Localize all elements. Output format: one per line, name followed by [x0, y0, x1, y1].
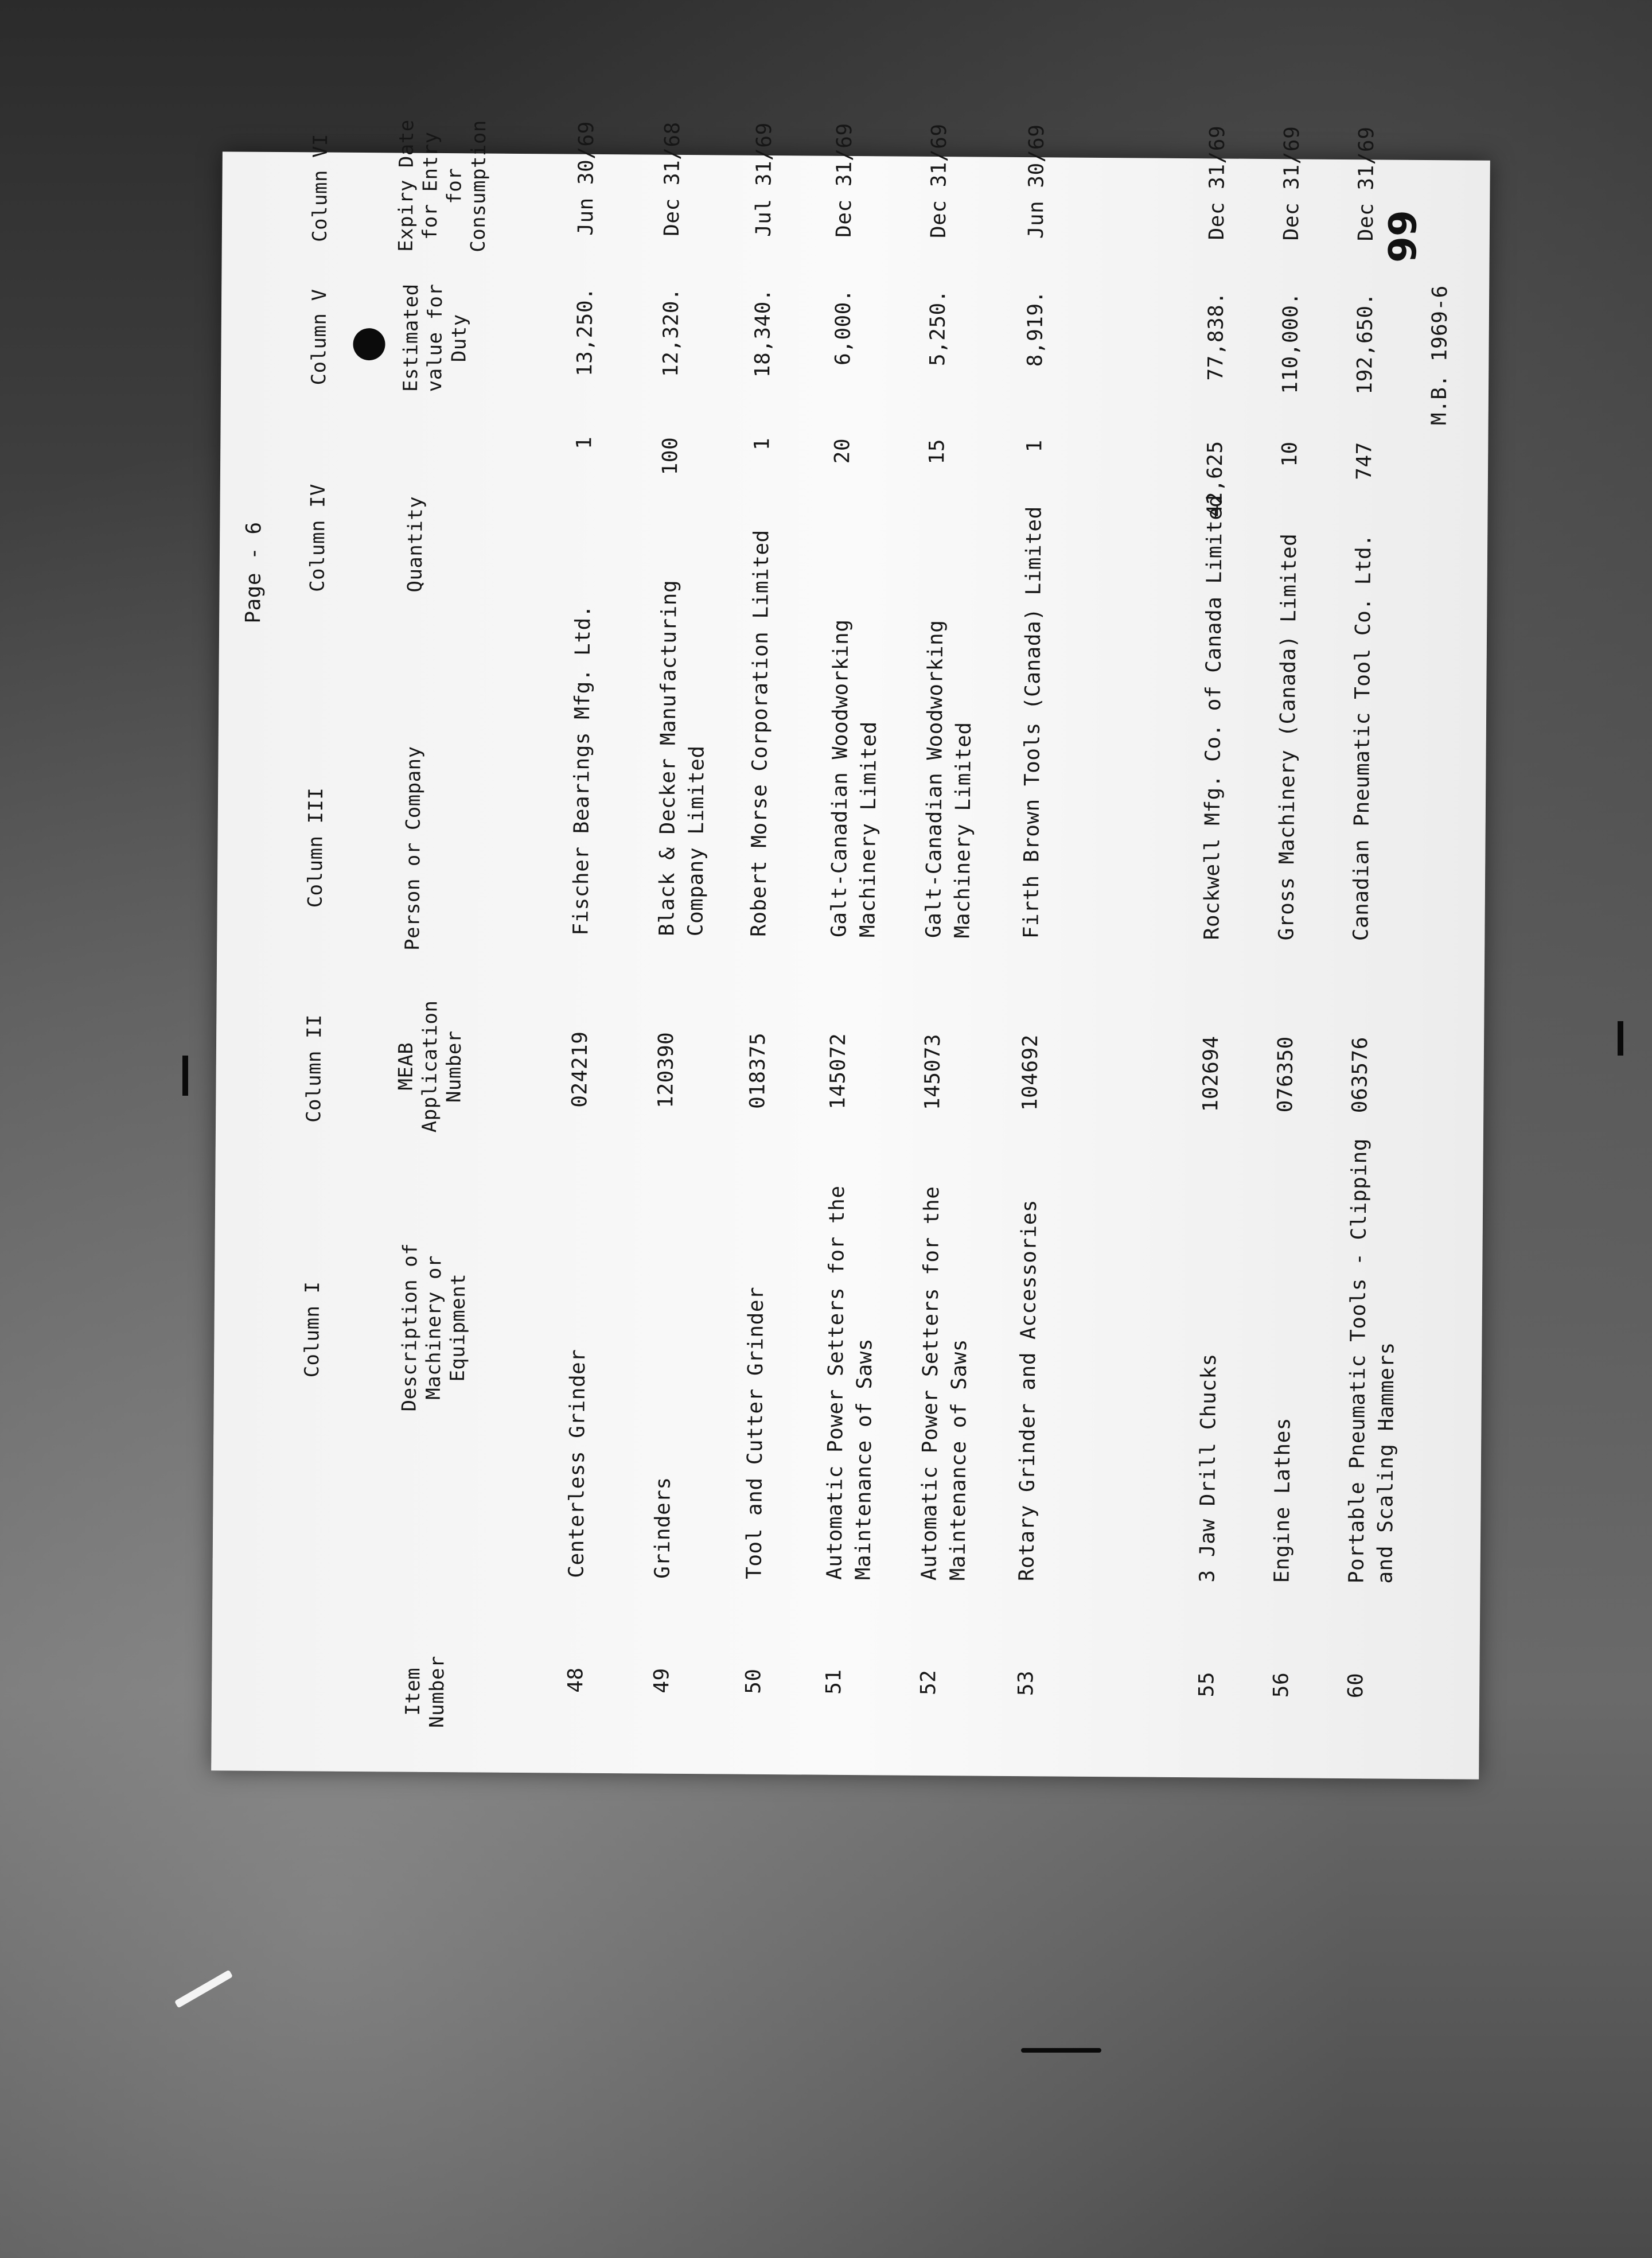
quantity: 1 — [572, 436, 597, 450]
col5-header: Estimated value for Duty — [399, 283, 471, 392]
col4-title: Column IV — [306, 484, 330, 593]
company: Gross Machinery (Canada) Limited — [1275, 533, 1302, 941]
description: Grinders — [650, 1477, 675, 1579]
company: Galt-Canadian Woodworking Machinery Limited — [922, 620, 976, 939]
item-number: 60 — [1344, 1672, 1368, 1699]
expiry-date: Dec 31/69 — [832, 123, 857, 238]
col4-header: Quantity — [403, 496, 427, 593]
expiry-date: Jul 31/69 — [751, 122, 777, 238]
quantity: 20 — [831, 438, 855, 464]
estimated-value: 110,000. — [1278, 292, 1303, 394]
item-number: 51 — [822, 1669, 846, 1695]
estimated-value: 12,320. — [659, 287, 684, 377]
expiry-date: Dec 31/69 — [1354, 126, 1379, 242]
estimated-value: 77,838. — [1204, 291, 1229, 381]
quantity: 1 — [1023, 439, 1047, 453]
description: Automatic Power Setters for the Maintenance of Saws — [917, 1186, 972, 1581]
col5-title: Column V — [307, 289, 332, 386]
col2-title: Column II — [302, 1014, 326, 1123]
scan-mark — [182, 1056, 188, 1096]
company: Black & Decker Manufacturing Company Limited — [655, 579, 709, 937]
col3-header: Person or Company — [401, 746, 426, 951]
expiry-date: Jun 30/69 — [1024, 124, 1049, 239]
expiry-date: Dec 31/69 — [1279, 126, 1304, 241]
description: Centerless Grinder — [564, 1349, 590, 1578]
item-number: 55 — [1195, 1671, 1219, 1698]
scan-mark — [1618, 1021, 1623, 1056]
company: Rockwell Mfg. Co. of Canada Limited — [1200, 495, 1227, 940]
company: Galt-Canadian Woodworking Machinery Limited — [827, 619, 881, 938]
company: Canadian Pneumatic Tool Co. Ltd. — [1349, 534, 1376, 941]
application-number: 024219 — [568, 1031, 593, 1108]
col6-header: Expiry Date for Entry for Consumption — [394, 119, 491, 252]
application-number: 063576 — [1348, 1037, 1373, 1114]
application-number: 102694 — [1199, 1035, 1224, 1112]
item-number: 48 — [564, 1667, 588, 1693]
quantity: 747 — [1352, 442, 1377, 480]
scan-mark — [1021, 2048, 1101, 2053]
page-label: Page - 6 — [241, 521, 266, 624]
document-sheet — [211, 119, 1490, 1779]
item-number: 53 — [1014, 1670, 1038, 1696]
item-number: 50 — [742, 1668, 766, 1694]
col6-title: Column VI — [308, 134, 333, 243]
expiry-date: Jun 30/69 — [574, 121, 599, 236]
item-number: 56 — [1269, 1672, 1293, 1698]
quantity: 42,625 — [1203, 441, 1228, 517]
footer-code: M.B. 1969-6 — [1427, 285, 1452, 426]
application-number: 076350 — [1273, 1036, 1298, 1113]
item-number-header: Item Number — [401, 1655, 449, 1728]
col3-title: Column III — [303, 787, 328, 908]
description: 3 Jaw Drill Chucks — [1195, 1353, 1221, 1583]
col1-title: Column I — [300, 1281, 325, 1378]
estimated-value: 18,340. — [751, 288, 776, 378]
quantity: 10 — [1278, 441, 1302, 467]
quantity: 1 — [750, 437, 774, 451]
application-number: 018375 — [746, 1032, 770, 1109]
col2-header: MEAB Application Number — [394, 1000, 466, 1133]
application-number: 145073 — [921, 1033, 945, 1111]
application-number: 120390 — [654, 1031, 679, 1108]
expiry-date: Dec 31/68 — [660, 122, 685, 236]
expiry-date: Dec 31/69 — [926, 123, 952, 239]
company: Fischer Bearings Mfg. Ltd. — [569, 605, 595, 936]
quantity: 100 — [658, 437, 683, 476]
expiry-date: Dec 31/69 — [1205, 125, 1230, 240]
rotated-table — [211, 119, 1490, 1779]
description: Rotary Grinder and Accessories — [1015, 1199, 1042, 1582]
description: Tool and Cutter Grinder — [742, 1286, 769, 1579]
application-number: 145072 — [826, 1033, 851, 1109]
description: Engine Lathes — [1270, 1417, 1295, 1583]
estimated-value: 5,250. — [926, 289, 950, 367]
description: Portable Pneumatic Tools - Clipping and Scaling Hammers — [1345, 1138, 1399, 1584]
company: Robert Morse Corporation Limited — [747, 530, 774, 937]
item-number: 49 — [650, 1668, 674, 1694]
estimated-value: 13,250. — [573, 287, 598, 377]
application-number: 104692 — [1018, 1034, 1043, 1111]
item-number: 52 — [917, 1669, 941, 1696]
corner-number: 66 — [1379, 209, 1424, 263]
estimated-value: 8,919. — [1023, 290, 1048, 367]
scan-scratch — [174, 1969, 233, 2008]
quantity: 15 — [925, 438, 949, 465]
col1-header: Description of Machinery or Equipment — [398, 1243, 470, 1412]
description: Automatic Power Setters for the Maintenance of Saws — [823, 1185, 877, 1580]
punch-hole-dot — [353, 328, 385, 360]
estimated-value: 192,650. — [1353, 293, 1378, 395]
company: Firth Brown Tools (Canada) Limited — [1019, 506, 1046, 939]
estimated-value: 6,000. — [831, 289, 856, 366]
